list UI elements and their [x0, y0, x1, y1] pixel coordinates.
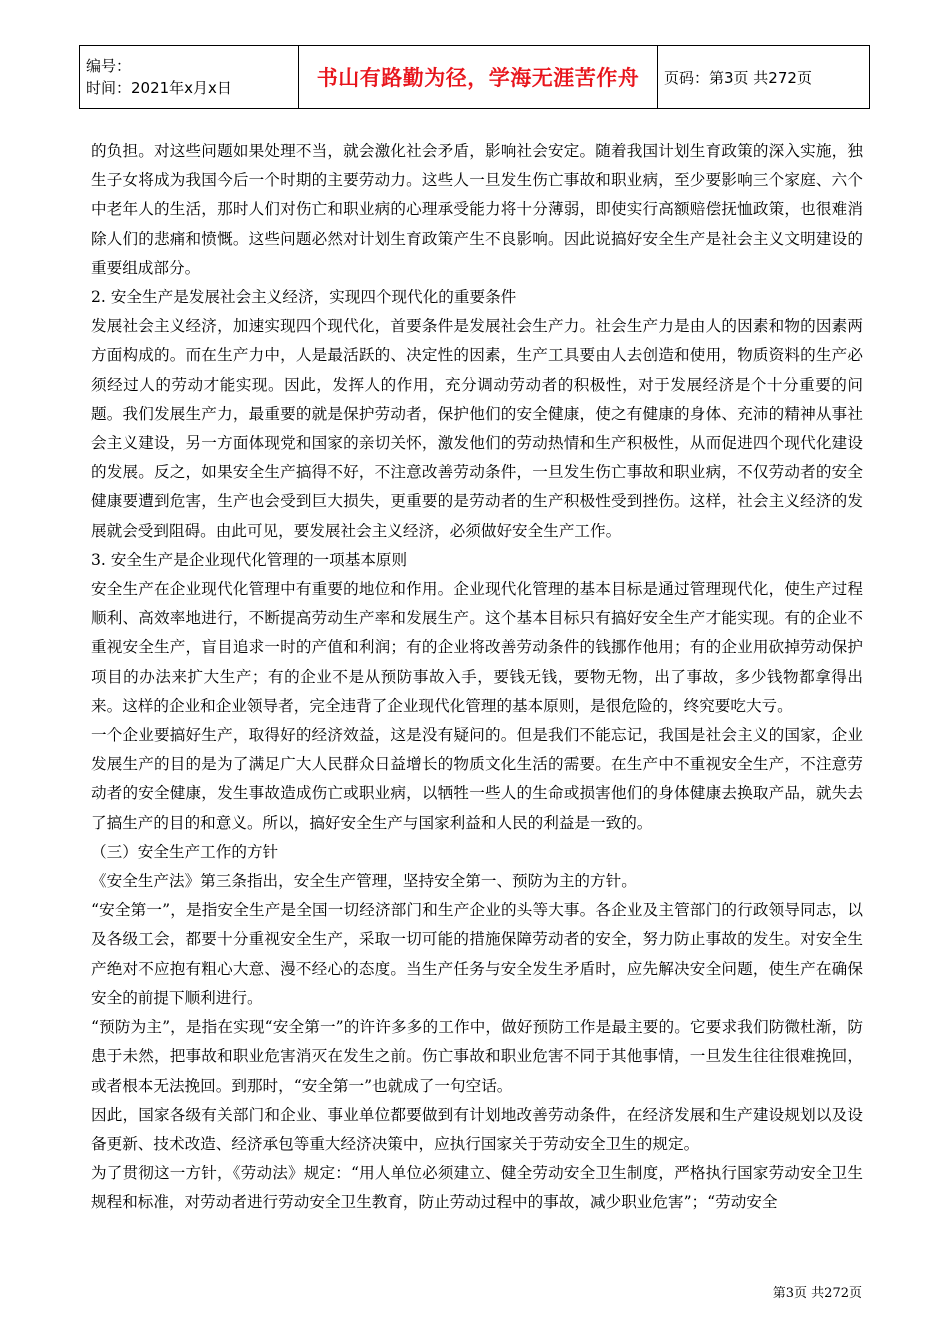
header-meta: [80, 46, 299, 109]
header-page-number: 页码：第3页 共272页: [658, 46, 870, 109]
section-heading: 3. 安全生产是企业现代化管理的一项基本原则: [91, 550, 408, 569]
serial-label: 编号：: [86, 57, 132, 75]
time-label: 时间：2021年x月x日: [86, 79, 232, 97]
paragraph: 因此，国家各级有关部门和企业、事业单位都要做到有计划地改善劳动条件，在经济发展和生产建设规划以及设备更新、技术改造、经济承包等重大经济决策中，应执行国家关于劳动安全卫生的规定。: [91, 1105, 863, 1153]
paragraph: 《安全生产法》第三条指出，安全生产管理，坚持安全第一、预防为主的方针。: [91, 872, 637, 891]
paragraph: 为了贯彻这一方针，《劳动法》规定：“用人单位必须建立、健全劳动安全卫生制度，严格执行国家劳动安全卫生规程和标准，对劳动者进行劳动安全卫生教育，防止劳动过程中的事故，减少职业危害”；“劳动安全: [91, 1164, 863, 1212]
paragraph: 的负担。对这些问题如果处理不当，就会激化社会矛盾，影响社会安定。随着我国计划生育政策的深入实施，独生子女将成为我国今后一个时期的主要劳动力。这些人一旦发生伤亡事故和职业病，至少要影响三个家庭、六个中老年人的生活，那时人们对伤亡和职业病的心理承受能力将十分薄弱，即使实行高额赔偿抚恤政策，也很难消除人们的悲痛和愤慨。这些问题必然对计划生育政策产生不良影响。因此说搞好安全生产是社会主义文明建设的重要组成部分。: [91, 142, 863, 277]
paragraph: “安全第一”，是指安全生产是全国一切经济部门和生产企业的头等大事。各企业及主管部门的行政领导同志，以及各级工会，都要十分重视安全生产，采取一切可能的措施保障劳动者的安全，努力防止事故的发生。对安全生产绝对不应抱有粗心大意、漫不经心的态度。当生产任务与安全发生矛盾时，应先解决安全问题，使生产在确保安全的前提下顺利进行。: [91, 901, 863, 1007]
header-table: [79, 45, 870, 109]
paragraph: 安全生产在企业现代化管理中有重要的地位和作用。企业现代化管理的基本目标是通过管理现代化，使生产过程顺利、高效率地进行，不断提高劳动生产率和发展生产。这个基本目标只有搞好安全生产才能实现。有的企业不重视安全生产，盲目追求一时的产值和利润；有的企业将改善劳动条件的钱挪作他用；有的企业用砍掉劳动保护项目的办法来扩大生产；有的企业不是从预防事故入手，要钱无钱，要物无物，出了事故，多少钱物都拿得出来。这样的企业和企业领导者，完全违背了企业现代化管理的基本原则，是很危险的，终究要吃大亏。: [91, 580, 863, 715]
paragraph: 一个企业要搞好生产，取得好的经济效益，这是没有疑问的。但是我们不能忘记，我国是社会主义的国家，企业发展生产的目的是为了满足广大人民群众日益增长的物质文化生活的需要。在生产中不重视安全生产，不注意劳动者的安全健康，发生事故造成伤亡或职业病，以牺牲一些人的生命或损害他们的身体健康去换取产品，就失去了搞生产的目的和意义。所以，搞好安全生产与国家利益和人民的利益是一致的。: [91, 726, 863, 832]
section-heading: （三）安全生产工作的方针: [91, 842, 279, 861]
paragraph: “预防为主”，是指在实现“安全第一”的许许多多的工作中，做好预防工作是最主要的。它要求我们防微杜渐，防患于未然，把事故和职业危害消灭在发生之前。伤亡事故和职业危害不同于其他事情，一旦发生往往很难挽回，或者根本无法挽回。到那时，“安全第一”也就成了一句空话。: [91, 1018, 863, 1095]
document-body: [91, 137, 863, 1218]
footer-page-number: 第3页 共272页: [772, 1286, 862, 1301]
paragraph: 发展社会主义经济，加速实现四个现代化，首要条件是发展社会生产力。社会生产力是由人的因素和物的因素两方面构成的。而在生产力中，人是最活跃的、决定性的因素，生产工具要由人去创造和使用，物质资料的生产必须经过人的劳动才能实现。因此，发挥人的作用，充分调动劳动者的积极性，对于发展经济是个十分重要的问题。我们发展生产力，最重要的就是保护劳动者，保护他们的安全健康，使之有健康的身体、充沛的精神从事社会主义建设，另一方面体现党和国家的亲切关怀，激发他们的劳动热情和生产积极性，从而促进四个现代化建设的发展。反之，如果安全生产搞得不好，不注意改善劳动条件，一旦发生伤亡事故和职业病，不仅劳动者的安全健康要遭到危害，生产也会受到巨大损失，更重要的是劳动者的生产积极性受到挫伤。这样，社会主义经济的发展就会受到阻碍。由此可见，要发展社会主义经济，必须做好安全生产工作。: [91, 317, 863, 540]
header-motto: 书山有路勤为径，学海无涯苦作舟: [299, 46, 658, 109]
section-heading: 2. 安全生产是发展社会主义经济，实现四个现代化的重要条件: [91, 288, 517, 307]
